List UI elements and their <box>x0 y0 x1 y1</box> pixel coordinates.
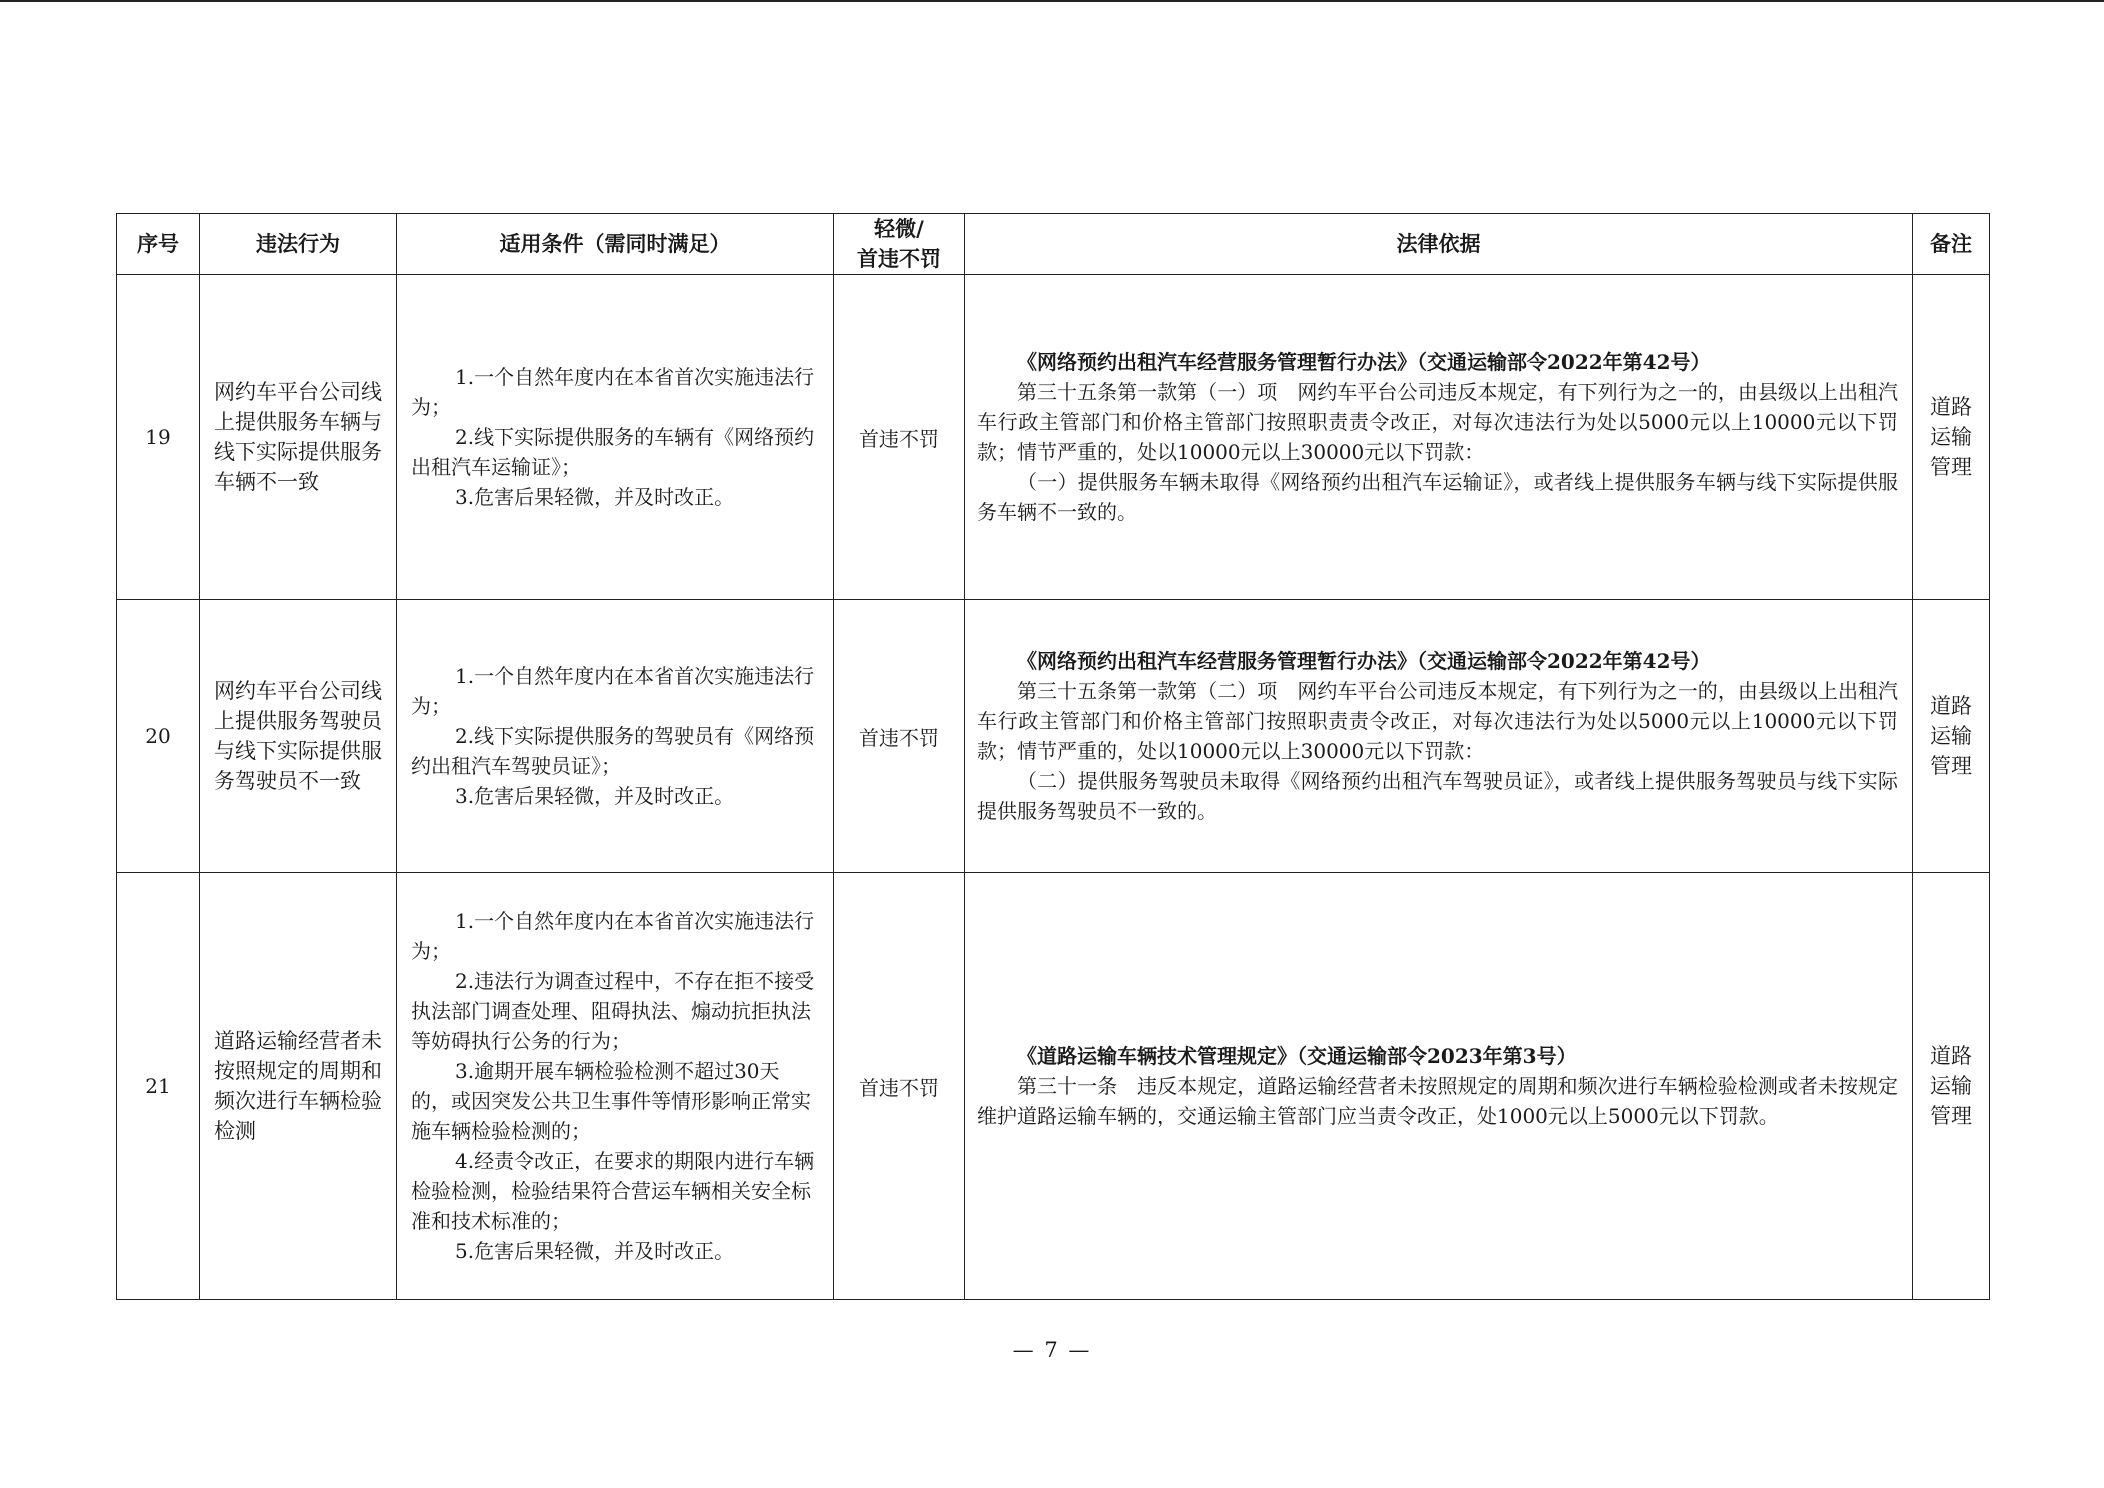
remark-line: 运输 <box>1930 425 1972 449</box>
law-paragraph: 第三十五条第一款第（一）项 网约车平台公司违反本规定，有下列行为之一的，由县级以上出租汽车行政主管部门和价格主管部门按照职责责令改正，对每次违法行为处以5000元以上10000元以下罚款；情节严重的，处以10000元以上30000元以下罚款： <box>977 380 1898 464</box>
penalty-type: 首违不罚 <box>834 600 965 873</box>
header-no: 序号 <box>117 214 200 275</box>
violation-behavior: 网约车平台公司线上提供服务驾驶员与线下实际提供服务驾驶员不一致 <box>200 600 397 873</box>
table-row <box>117 600 1990 873</box>
penalty-type: 首违不罚 <box>834 873 965 1300</box>
remark-line: 道路 <box>1930 1044 1972 1068</box>
law-paragraph: 第三十一条 违反本规定，道路运输经营者未按照规定的周期和频次进行车辆检验检测或者未按规定维护道路运输车辆的，交通运输主管部门应当责令改正，处1000元以上5000元以下罚款。 <box>977 1074 1898 1128</box>
table-row <box>117 873 1990 1300</box>
table-row <box>117 275 1990 600</box>
header-basis: 法律依据 <box>965 214 1913 275</box>
law-paragraph: 第三十五条第一款第（二）项 网约车平台公司违反本规定，有下列行为之一的，由县级以上出租汽车行政主管部门和价格主管部门按照职责责令改正，对每次违法行为处以5000元以上10000元以下罚款；情节严重的，处以10000元以上30000元以下罚款： <box>977 679 1898 763</box>
violation-behavior: 网约车平台公司线上提供服务车辆与线下实际提供服务车辆不一致 <box>200 275 397 600</box>
row-number: 21 <box>117 873 200 1300</box>
row-number: 20 <box>117 600 200 873</box>
conditions-cell <box>397 275 834 600</box>
table-header-row <box>117 214 1990 275</box>
remark-line: 运输 <box>1930 724 1972 748</box>
remark-line: 管理 <box>1930 754 1972 778</box>
conditions-cell <box>397 873 834 1300</box>
header-type-line2: 首违不罚 <box>857 247 941 271</box>
legal-basis-cell <box>965 600 1913 873</box>
header-type <box>834 214 965 275</box>
header-conditions: 适用条件（需同时满足） <box>397 214 834 275</box>
row-number: 19 <box>117 275 200 600</box>
remark-cell <box>1913 600 1990 873</box>
violation-behavior: 道路运输经营者未按照规定的周期和频次进行车辆检验检测 <box>200 873 397 1300</box>
condition-item: 4.经责令改正，在要求的期限内进行车辆检验检测，检验结果符合营运车辆相关安全标准和技术标准的； <box>411 1149 815 1233</box>
condition-item: 1.一个自然年度内在本省首次实施违法行为； <box>411 664 815 718</box>
header-behavior: 违法行为 <box>200 214 397 275</box>
law-paragraph: （一）提供服务车辆未取得《网络预约出租汽车运输证》，或者线上提供服务车辆与线下实际提供服务车辆不一致的。 <box>977 470 1898 524</box>
header-remark: 备注 <box>1913 214 1990 275</box>
condition-item: 1.一个自然年度内在本省首次实施违法行为； <box>411 365 815 419</box>
law-title: 《网络预约出租汽车经营服务管理暂行办法》（交通运输部令2022年第42号） <box>1017 350 1711 374</box>
condition-item: 2.线下实际提供服务的驾驶员有《网络预约出租汽车驾驶员证》； <box>411 724 815 778</box>
law-paragraph: （二）提供服务驾驶员未取得《网络预约出租汽车驾驶员证》，或者线上提供服务驾驶员与线下实际提供服务驾驶员不一致的。 <box>977 769 1898 823</box>
condition-item: 3.危害后果轻微，并及时改正。 <box>455 784 735 808</box>
remark-line: 道路 <box>1930 694 1972 718</box>
law-title: 《道路运输车辆技术管理规定》（交通运输部令2023年第3号） <box>1017 1044 1577 1068</box>
condition-item: 2.线下实际提供服务的车辆有《网络预约出租汽车运输证》； <box>411 425 815 479</box>
condition-item: 3.危害后果轻微，并及时改正。 <box>455 485 735 509</box>
remark-line: 管理 <box>1930 1104 1972 1128</box>
condition-item: 3.逾期开展车辆检验检测不超过30天的，或因突发公共卫生事件等情形影响正常实施车辆检验检测的； <box>411 1059 811 1143</box>
remark-line: 道路 <box>1930 395 1972 419</box>
conditions-cell <box>397 600 834 873</box>
law-title: 《网络预约出租汽车经营服务管理暂行办法》（交通运输部令2022年第42号） <box>1017 649 1711 673</box>
header-type-line1: 轻微/ <box>874 217 924 241</box>
remark-line: 运输 <box>1930 1074 1972 1098</box>
top-border-line <box>0 0 2104 2</box>
condition-item: 5.危害后果轻微，并及时改正。 <box>455 1239 735 1263</box>
remark-cell <box>1913 275 1990 600</box>
legal-basis-cell <box>965 873 1913 1300</box>
condition-item: 1.一个自然年度内在本省首次实施违法行为； <box>411 909 815 963</box>
penalty-table <box>116 213 1990 1300</box>
legal-basis-cell <box>965 275 1913 600</box>
condition-item: 2.违法行为调查过程中，不存在拒不接受执法部门调查处理、阻碍执法、煽动抗拒执法等妨碍执行公务的行为； <box>411 969 815 1053</box>
remark-line: 管理 <box>1930 455 1972 479</box>
page-number: — 7 — <box>1012 1338 1092 1362</box>
penalty-type: 首违不罚 <box>834 275 965 600</box>
remark-cell <box>1913 873 1990 1300</box>
